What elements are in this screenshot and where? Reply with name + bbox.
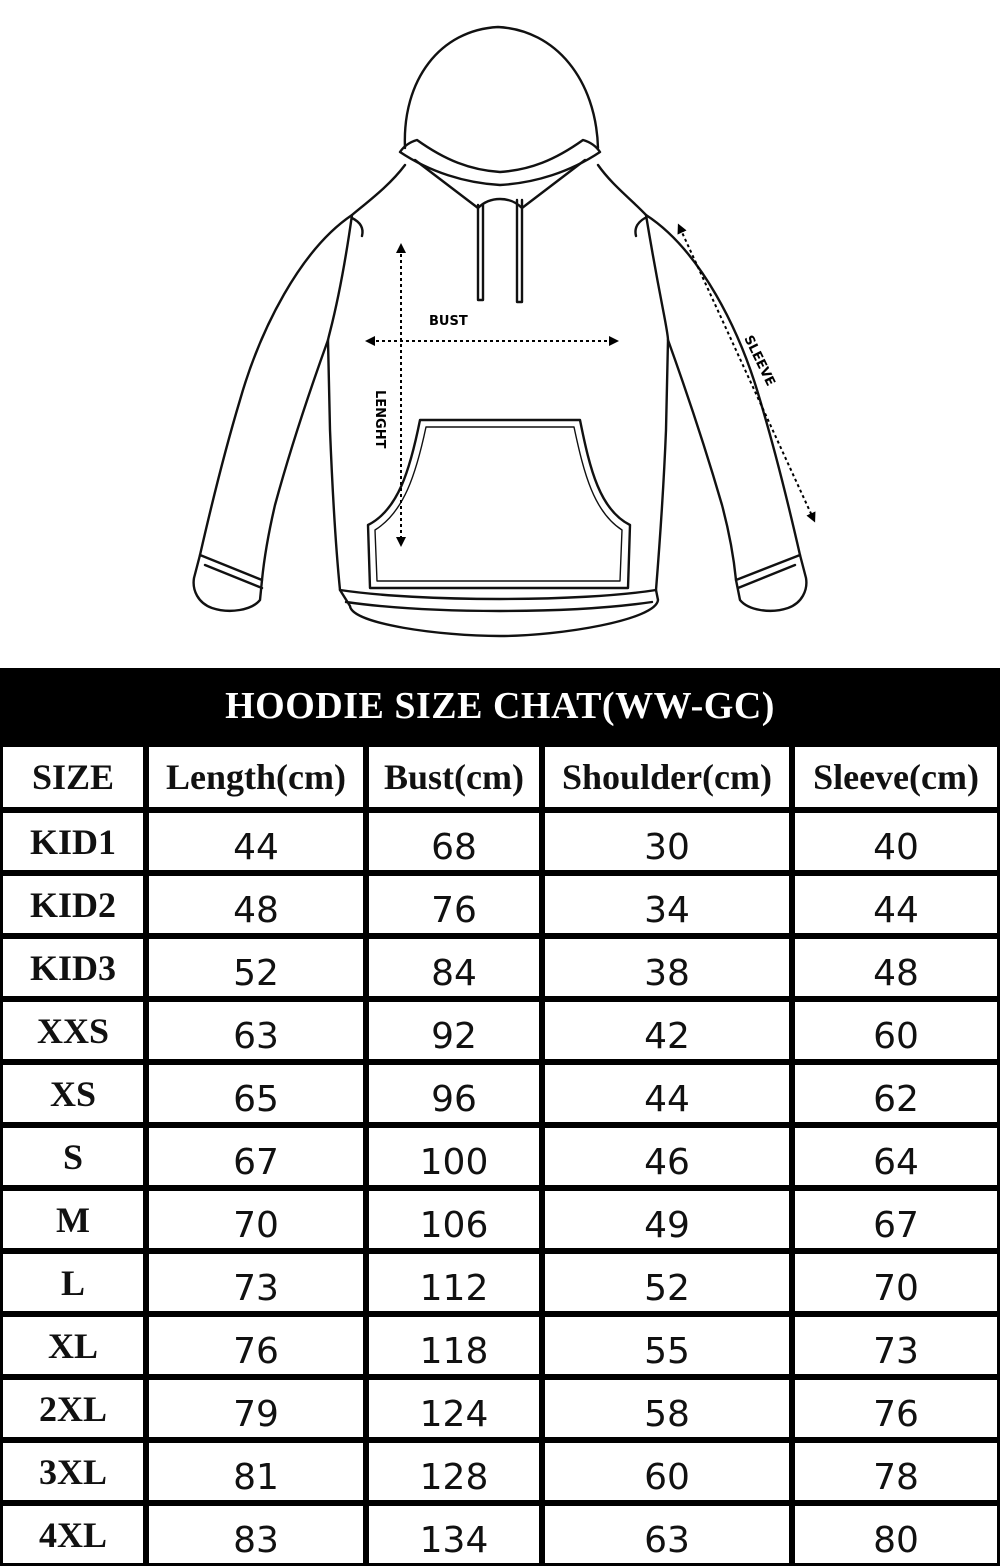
drawstring-left (478, 205, 483, 300)
cell-bust: 100 (366, 1125, 542, 1188)
cell-sleeve: 70 (792, 1251, 1000, 1314)
cell-length: 70 (146, 1188, 366, 1251)
shoulder-seam-right (635, 218, 645, 236)
cell-length: 76 (146, 1314, 366, 1377)
cell-shoulder: 44 (542, 1062, 792, 1125)
cell-sleeve: 73 (792, 1314, 1000, 1377)
header-sleeve: Sleeve(cm) (792, 744, 1000, 810)
header-bust: Bust(cm) (366, 744, 542, 810)
cell-sleeve: 67 (792, 1188, 1000, 1251)
hoodie-illustration (0, 0, 1000, 668)
pocket-outline (368, 420, 630, 588)
cell-length: 65 (146, 1062, 366, 1125)
cuff-left (194, 555, 262, 611)
cell-bust: 106 (366, 1188, 542, 1251)
header-shoulder: Shoulder(cm) (542, 744, 792, 810)
cell-size: XL (0, 1314, 146, 1377)
cell-size: S (0, 1125, 146, 1188)
cell-size: XS (0, 1062, 146, 1125)
cell-sleeve: 62 (792, 1062, 1000, 1125)
cell-sleeve: 40 (792, 810, 1000, 873)
cell-size: KID1 (0, 810, 146, 873)
cell-size: 3XL (0, 1440, 146, 1503)
title-row (0, 668, 1000, 744)
cell-shoulder: 60 (542, 1440, 792, 1503)
cell-shoulder: 58 (542, 1377, 792, 1440)
length-label: LENGHT (372, 390, 387, 449)
cell-bust: 124 (366, 1377, 542, 1440)
drawstring-right (517, 200, 522, 302)
cuff-right (736, 555, 806, 611)
cell-shoulder: 38 (542, 936, 792, 999)
cell-bust: 134 (366, 1503, 542, 1566)
hoodie-diagram (0, 0, 1000, 668)
cell-shoulder: 49 (542, 1188, 792, 1251)
cell-bust: 68 (366, 810, 542, 873)
cell-shoulder: 42 (542, 999, 792, 1062)
sleeve-label: SLEEVE (740, 333, 778, 389)
cell-sleeve: 64 (792, 1125, 1000, 1188)
size-chart-table (0, 668, 1000, 1566)
cell-length: 73 (146, 1251, 366, 1314)
table-row (0, 1314, 1000, 1377)
header-row (0, 744, 1000, 810)
cell-sleeve: 44 (792, 873, 1000, 936)
sleeve-right (646, 215, 800, 580)
cell-bust: 84 (366, 936, 542, 999)
cell-bust: 92 (366, 999, 542, 1062)
cell-length: 48 (146, 873, 366, 936)
cell-bust: 112 (366, 1251, 542, 1314)
bust-label: BUST (429, 314, 468, 329)
cell-sleeve: 60 (792, 999, 1000, 1062)
shoulder-seam-left (352, 218, 363, 236)
cell-length: 44 (146, 810, 366, 873)
cell-bust: 76 (366, 873, 542, 936)
cell-size: KID3 (0, 936, 146, 999)
table-row (0, 1377, 1000, 1440)
hood-inner (400, 140, 600, 185)
cell-bust: 118 (366, 1314, 542, 1377)
table-row (0, 1440, 1000, 1503)
cell-bust: 128 (366, 1440, 542, 1503)
table-row (0, 1062, 1000, 1125)
table-row (0, 1251, 1000, 1314)
cell-length: 63 (146, 999, 366, 1062)
cell-size: 2XL (0, 1377, 146, 1440)
cell-sleeve: 80 (792, 1503, 1000, 1566)
waistband (340, 590, 658, 636)
cell-shoulder: 34 (542, 873, 792, 936)
cell-sleeve: 76 (792, 1377, 1000, 1440)
header-length: Length(cm) (146, 744, 366, 810)
chart-title: HOODIE SIZE CHAT(WW-GC) (0, 668, 1000, 744)
cell-shoulder: 55 (542, 1314, 792, 1377)
cell-size: XXS (0, 999, 146, 1062)
cell-shoulder: 46 (542, 1125, 792, 1188)
table-row (0, 1503, 1000, 1566)
hood-outline (405, 27, 598, 148)
cell-size: KID2 (0, 873, 146, 936)
cell-shoulder: 30 (542, 810, 792, 873)
cell-length: 81 (146, 1440, 366, 1503)
cell-length: 52 (146, 936, 366, 999)
table-body (0, 810, 1000, 1566)
table-row (0, 1188, 1000, 1251)
cell-shoulder: 63 (542, 1503, 792, 1566)
table-row (0, 999, 1000, 1062)
cell-size: 4XL (0, 1503, 146, 1566)
cell-length: 83 (146, 1503, 366, 1566)
table-row (0, 936, 1000, 999)
header-size: SIZE (0, 744, 146, 810)
cell-length: 79 (146, 1377, 366, 1440)
table-row (0, 810, 1000, 873)
cell-sleeve: 78 (792, 1440, 1000, 1503)
cell-shoulder: 52 (542, 1251, 792, 1314)
cell-length: 67 (146, 1125, 366, 1188)
table-row (0, 873, 1000, 936)
cell-sleeve: 48 (792, 936, 1000, 999)
cell-size: M (0, 1188, 146, 1251)
cell-size: L (0, 1251, 146, 1314)
cell-bust: 96 (366, 1062, 542, 1125)
table-row (0, 1125, 1000, 1188)
